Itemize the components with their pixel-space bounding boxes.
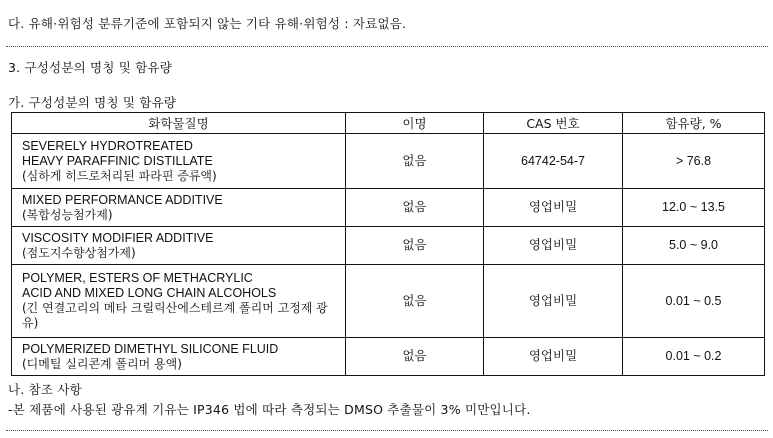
table-header-row (12, 113, 765, 134)
chemical-name-en: MIXED PERFORMANCE ADDITIVE (22, 192, 223, 207)
composition-table (11, 112, 765, 376)
subsection-heading: 가. 구성성분의 명칭 및 함유량 (8, 95, 177, 110)
chemical-name-en: HEAVY PARAFFINIC DISTILLATE (22, 153, 213, 168)
reference-heading: 나. 참조 사항 (8, 382, 82, 397)
alias-cell: 없음 (346, 265, 484, 338)
header-chemical-name: 화학물질명 (12, 113, 346, 134)
table-row (12, 338, 765, 376)
cas-cell: 64742-54-7 (484, 134, 623, 189)
content-cell: > 76.8 (623, 134, 765, 189)
cas-cell: 영업비밀 (484, 265, 623, 338)
other-hazards-line: 다. 유해·위험성 분류기준에 포함되지 않는 기타 유해·위험성 : 자료없음. (8, 16, 407, 31)
table-row (12, 189, 765, 227)
chemical-name-ko: (점도지수향상첨가제) (22, 245, 136, 260)
chemical-name-en: POLYMER, ESTERS OF METHACRYLIC (22, 271, 253, 285)
table-row (12, 227, 765, 265)
content-cell: 0.01 ~ 0.2 (623, 338, 765, 376)
cas-cell: 영업비밀 (484, 338, 623, 376)
chemical-name-cell (12, 134, 346, 189)
chemical-name-ko: (심하게 히드로처리된 파라핀 증류액) (22, 168, 217, 183)
section-heading: 3. 구성성분의 명칭 및 함유량 (8, 60, 173, 75)
content-cell: 5.0 ~ 9.0 (623, 227, 765, 265)
header-cas-number: CAS 번호 (484, 113, 623, 134)
chemical-name-ko: (복합성능첨가제) (22, 207, 113, 222)
table-row (12, 265, 765, 338)
table-row (12, 134, 765, 189)
chemical-name-ko: (디메틸 실리콘계 폴리머 용액) (22, 356, 182, 371)
chemical-name-en: VISCOSITY MODIFIER ADDITIVE (22, 230, 214, 245)
dotted-divider-top (6, 46, 768, 47)
chemical-name-cell (12, 189, 346, 227)
alias-cell: 없음 (346, 189, 484, 227)
header-content-percent: 함유량, % (623, 113, 765, 134)
alias-cell: 없음 (346, 227, 484, 265)
dotted-divider-bottom (6, 430, 768, 431)
chemical-name-ko: (긴 연결고리의 메타 크릴릭산에스테르계 폴리머 고정제 광유) (22, 301, 328, 330)
cas-cell: 영업비밀 (484, 227, 623, 265)
content-cell: 12.0 ~ 13.5 (623, 189, 765, 227)
chemical-name-en: SEVERELY HYDROTREATED (22, 138, 193, 153)
header-alias: 이명 (346, 113, 484, 134)
content-cell: 0.01 ~ 0.5 (623, 265, 765, 338)
chemical-name-en: POLYMERIZED DIMETHYL SILICONE FLUID (22, 341, 279, 356)
chemical-name-en: ACID AND MIXED LONG CHAIN ALCOHOLS (22, 286, 277, 300)
chemical-name-cell (12, 338, 346, 376)
reference-note: -본 제품에 사용된 광유계 기유는 IP346 법에 따라 측정되는 DMSO 추출물이 3% 미만입니다. (8, 402, 531, 417)
cas-cell: 영업비밀 (484, 189, 623, 227)
chemical-name-cell (12, 265, 346, 338)
alias-cell: 없음 (346, 134, 484, 189)
alias-cell: 없음 (346, 338, 484, 376)
chemical-name-cell (12, 227, 346, 265)
